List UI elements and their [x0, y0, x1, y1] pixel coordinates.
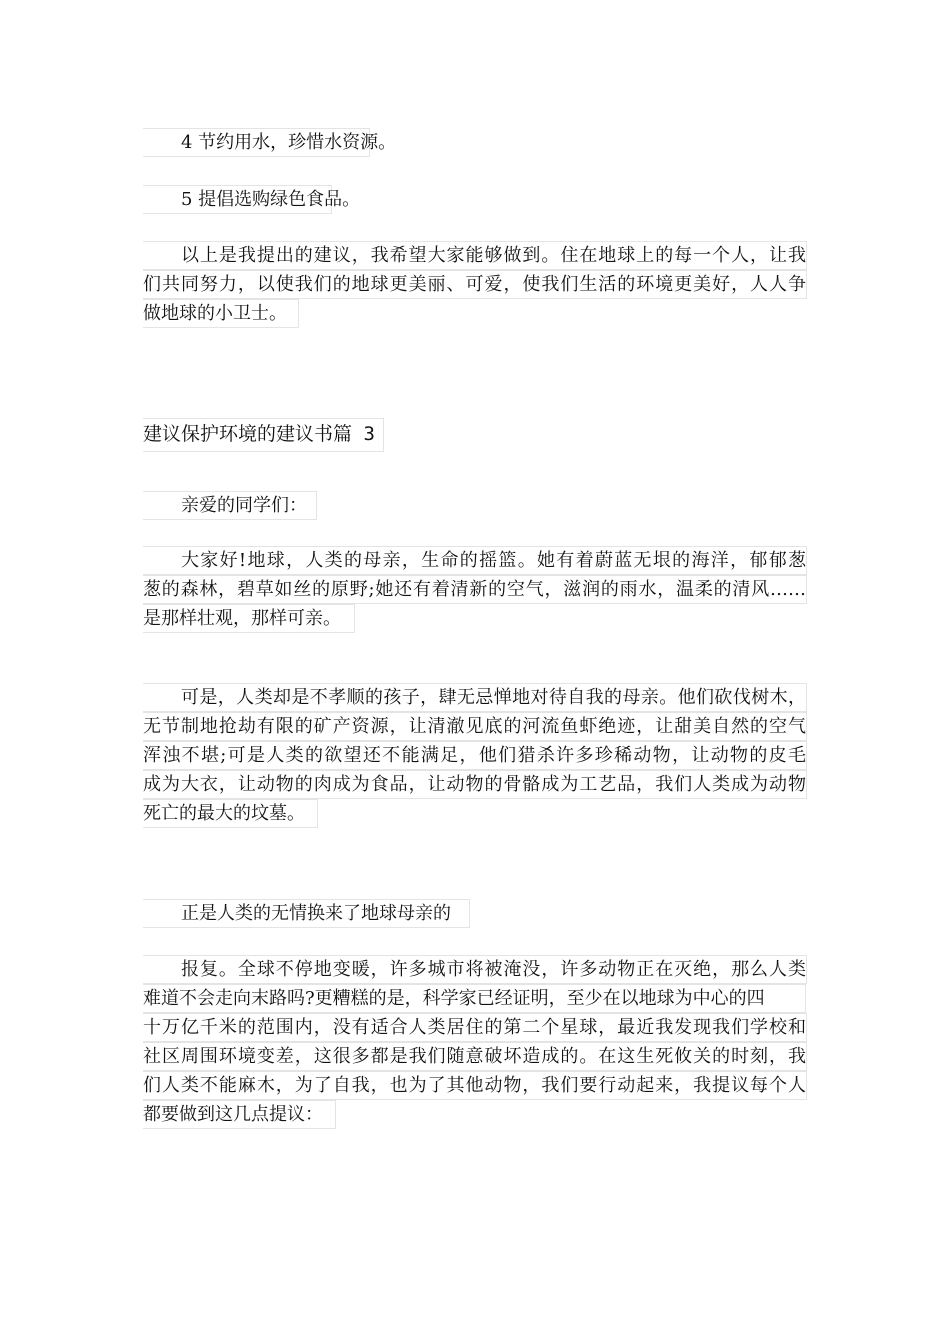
paragraph-line: 死亡的最大的坟墓。: [143, 799, 318, 828]
closing-paragraph: [143, 241, 807, 328]
list-item-5: [143, 185, 361, 214]
paragraph-line: 是那样壮观，那样可亲。: [143, 604, 355, 633]
paragraph-line: 浑浊不堪;可是人类的欲望还不能满足，他们猎杀许多珍稀动物，让动物的皮毛: [143, 741, 807, 770]
paragraph-line: 无节制地抢劫有限的矿产资源，让清澈见底的河流鱼虾绝迹，让甜美自然的空气: [143, 712, 807, 741]
paragraph-line: 正是人类的无情换来了地球母亲的: [143, 899, 470, 928]
paragraph-line: 都要做到这几点提议：: [143, 1100, 336, 1129]
paragraph-line: 可是，人类却是不孝顺的孩子，肆无忌惮地对待自我的母亲。他们砍伐树木，: [143, 683, 807, 712]
greeting-text: 亲爱的同学们：: [143, 491, 317, 520]
paragraph-line: 葱的森林，碧草如丝的原野;她还有着清新的空气，滋润的雨水，温柔的清风……: [143, 575, 807, 604]
paragraph-line: 们人类不能麻木，为了自我，也为了其他动物，我们要行动起来，我提议每个人: [143, 1071, 807, 1100]
paragraph-line: 做地球的小卫士。: [143, 299, 299, 328]
paragraph-line: 报复。全球不停地变暖，许多城市将被淹没，许多动物正在灭绝，那么人类: [143, 955, 807, 984]
paragraph-4: [143, 955, 807, 1129]
paragraph-1: [143, 546, 807, 633]
paragraph-line: 大家好!地球，人类的母亲，生命的摇篮。她有着蔚蓝无垠的海洋，郁郁葱: [143, 546, 807, 575]
greeting: [143, 491, 317, 520]
paragraph-line: 成为大衣，让动物的肉成为食品，让动物的骨骼成为工艺品，我们人类成为动物: [143, 770, 807, 799]
paragraph-line: 十万亿千米的范围内，没有适合人类居住的第二个星球，最近我发现我们学校和: [143, 1013, 807, 1042]
paragraph-3: [143, 899, 470, 928]
list-item-text: 5 提倡选购绿色食品。: [143, 185, 332, 214]
list-item-4: [143, 128, 397, 157]
paragraph-line: 难道不会走向末路吗?更糟糕的是，科学家已经证明，至少在以地球为中心的四: [143, 984, 806, 1013]
paragraph-line: 们共同努力，以使我们的地球更美丽、可爱，使我们生活的环境更美好，人人争: [143, 270, 807, 299]
paragraph-2: [143, 683, 807, 828]
paragraph-line: 以上是我提出的建议，我希望大家能够做到。住在地球上的每一个人，让我: [143, 241, 807, 270]
list-item-text: 4 节约用水，珍惜水资源。: [143, 128, 370, 157]
paragraph-line: 社区周围环境变差，这很多都是我们随意破坏造成的。在这生死攸关的时刻，我: [143, 1042, 807, 1071]
section-heading: 建议保护环境的建议书篇 3: [143, 418, 384, 452]
